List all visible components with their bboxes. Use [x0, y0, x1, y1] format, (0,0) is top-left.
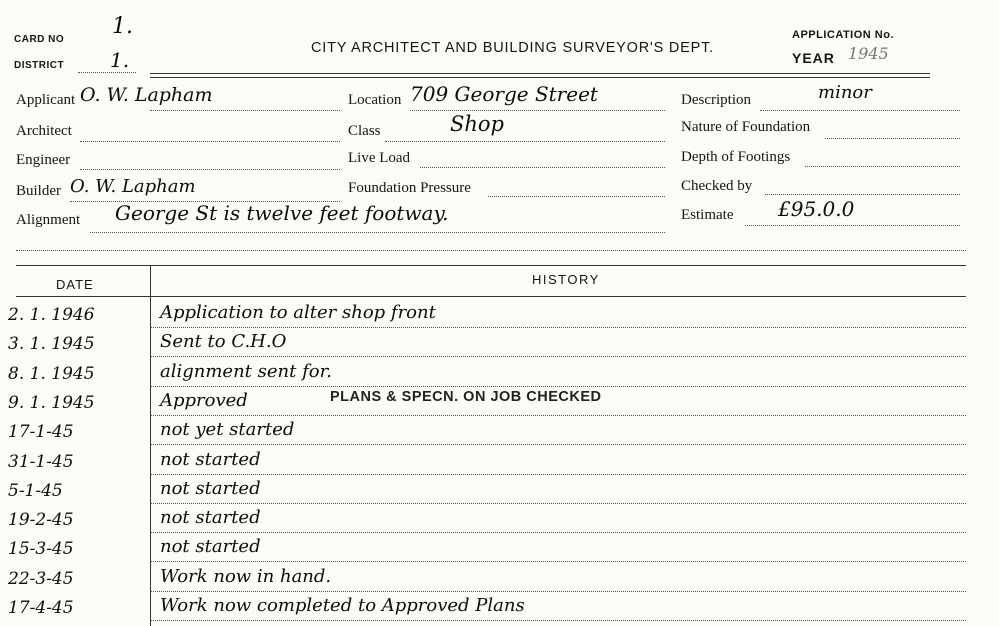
history-row-entry: alignment sent for. — [160, 361, 332, 382]
dept-title: CITY ARCHITECT AND BUILDING SURVEYOR'S DEPT. — [311, 40, 714, 56]
history-row-line — [150, 327, 966, 328]
history-row-date: 19-2-45 — [8, 510, 74, 530]
history-row-entry: not started — [160, 449, 261, 470]
class-value: Shop — [450, 112, 504, 136]
history-row-date: 8. 1. 1945 — [8, 364, 95, 384]
history-row-line — [150, 503, 966, 504]
alignment-value: George St is twelve feet footway. — [115, 201, 449, 225]
history-row-date: 17-4-45 — [8, 598, 74, 618]
history-row-line — [150, 620, 966, 621]
checked-by-label: Checked by — [681, 178, 753, 194]
applicant-value: O. W. Lapham — [80, 84, 213, 106]
year-label: YEAR — [792, 50, 835, 66]
foundation-pressure-label: Foundation Pressure — [348, 180, 471, 196]
history-row-entry: Work now in hand. — [160, 566, 332, 587]
description-value: minor — [818, 82, 872, 103]
district-label: DISTRICT — [14, 60, 65, 71]
history-top-rule — [16, 265, 966, 266]
live-load-label: Live Load — [348, 150, 411, 166]
history-row-line — [150, 444, 966, 445]
history-row-entry: Sent to C.H.O — [160, 331, 287, 352]
history-row-line — [150, 561, 966, 562]
history-row-date: 2. 1. 1946 — [8, 305, 95, 325]
history-row-entry: not started — [160, 507, 261, 528]
history-row-entry: not started — [160, 478, 261, 499]
district-value: 1. — [110, 48, 130, 72]
history-row-entry: Work now completed to Approved Plans — [160, 595, 525, 616]
estimate-label: Estimate — [681, 207, 734, 223]
builder-value: O. W. Lapham — [70, 176, 196, 197]
card-no-value: 1. — [112, 14, 133, 39]
history-row-entry: Approved — [160, 390, 248, 411]
header-rule-2 — [150, 77, 930, 78]
alignment-label: Alignment — [16, 212, 81, 228]
history-row-entry: Application to alter shop front — [160, 302, 436, 323]
history-row-date: 5-1-45 — [8, 481, 63, 501]
history-header: HISTORY — [532, 272, 600, 287]
history-row-date: 9. 1. 1945 — [8, 393, 95, 413]
application-no-label: APPLICATION No. — [792, 29, 895, 41]
history-row-date: 15-3-45 — [8, 539, 74, 559]
history-row-line — [150, 415, 966, 416]
builder-label: Builder — [16, 183, 61, 199]
depth-of-footings-label: Depth of Footings — [681, 149, 791, 165]
district-dotted-line — [78, 72, 136, 73]
history-row-line — [150, 474, 966, 475]
card-no-label: CARD NO — [14, 34, 65, 45]
engineer-label: Engineer — [16, 152, 71, 168]
year-value: 1945 — [848, 44, 889, 63]
description-label: Description — [681, 92, 751, 108]
history-row-entry: not yet started — [160, 419, 295, 440]
location-label: Location — [348, 92, 402, 108]
history-row-date: 31-1-45 — [8, 452, 74, 472]
history-row-line — [150, 591, 966, 592]
section-divider — [16, 250, 966, 251]
history-row-date: 3. 1. 1945 — [8, 334, 95, 354]
history-header-rule — [16, 296, 966, 297]
estimate-value: £95.0.0 — [778, 197, 855, 221]
history-row-line — [150, 386, 966, 387]
date-header: DATE — [56, 277, 94, 292]
history-row-line — [150, 356, 966, 357]
history-row-date: 22-3-45 — [8, 569, 74, 589]
class-label: Class — [348, 123, 381, 139]
applicant-label: Applicant — [16, 92, 76, 108]
history-row-entry: not started — [160, 536, 261, 557]
architect-label: Architect — [16, 123, 72, 139]
checked-stamp: PLANS & SPECN. ON JOB CHECKED — [330, 389, 602, 405]
location-value: 709 George Street — [410, 82, 598, 106]
date-column-divider — [150, 265, 151, 626]
history-row-line — [150, 532, 966, 533]
nature-of-foundation-label: Nature of Foundation — [681, 119, 811, 135]
history-row-date: 17-1-45 — [8, 422, 74, 442]
header-rule — [150, 73, 930, 74]
